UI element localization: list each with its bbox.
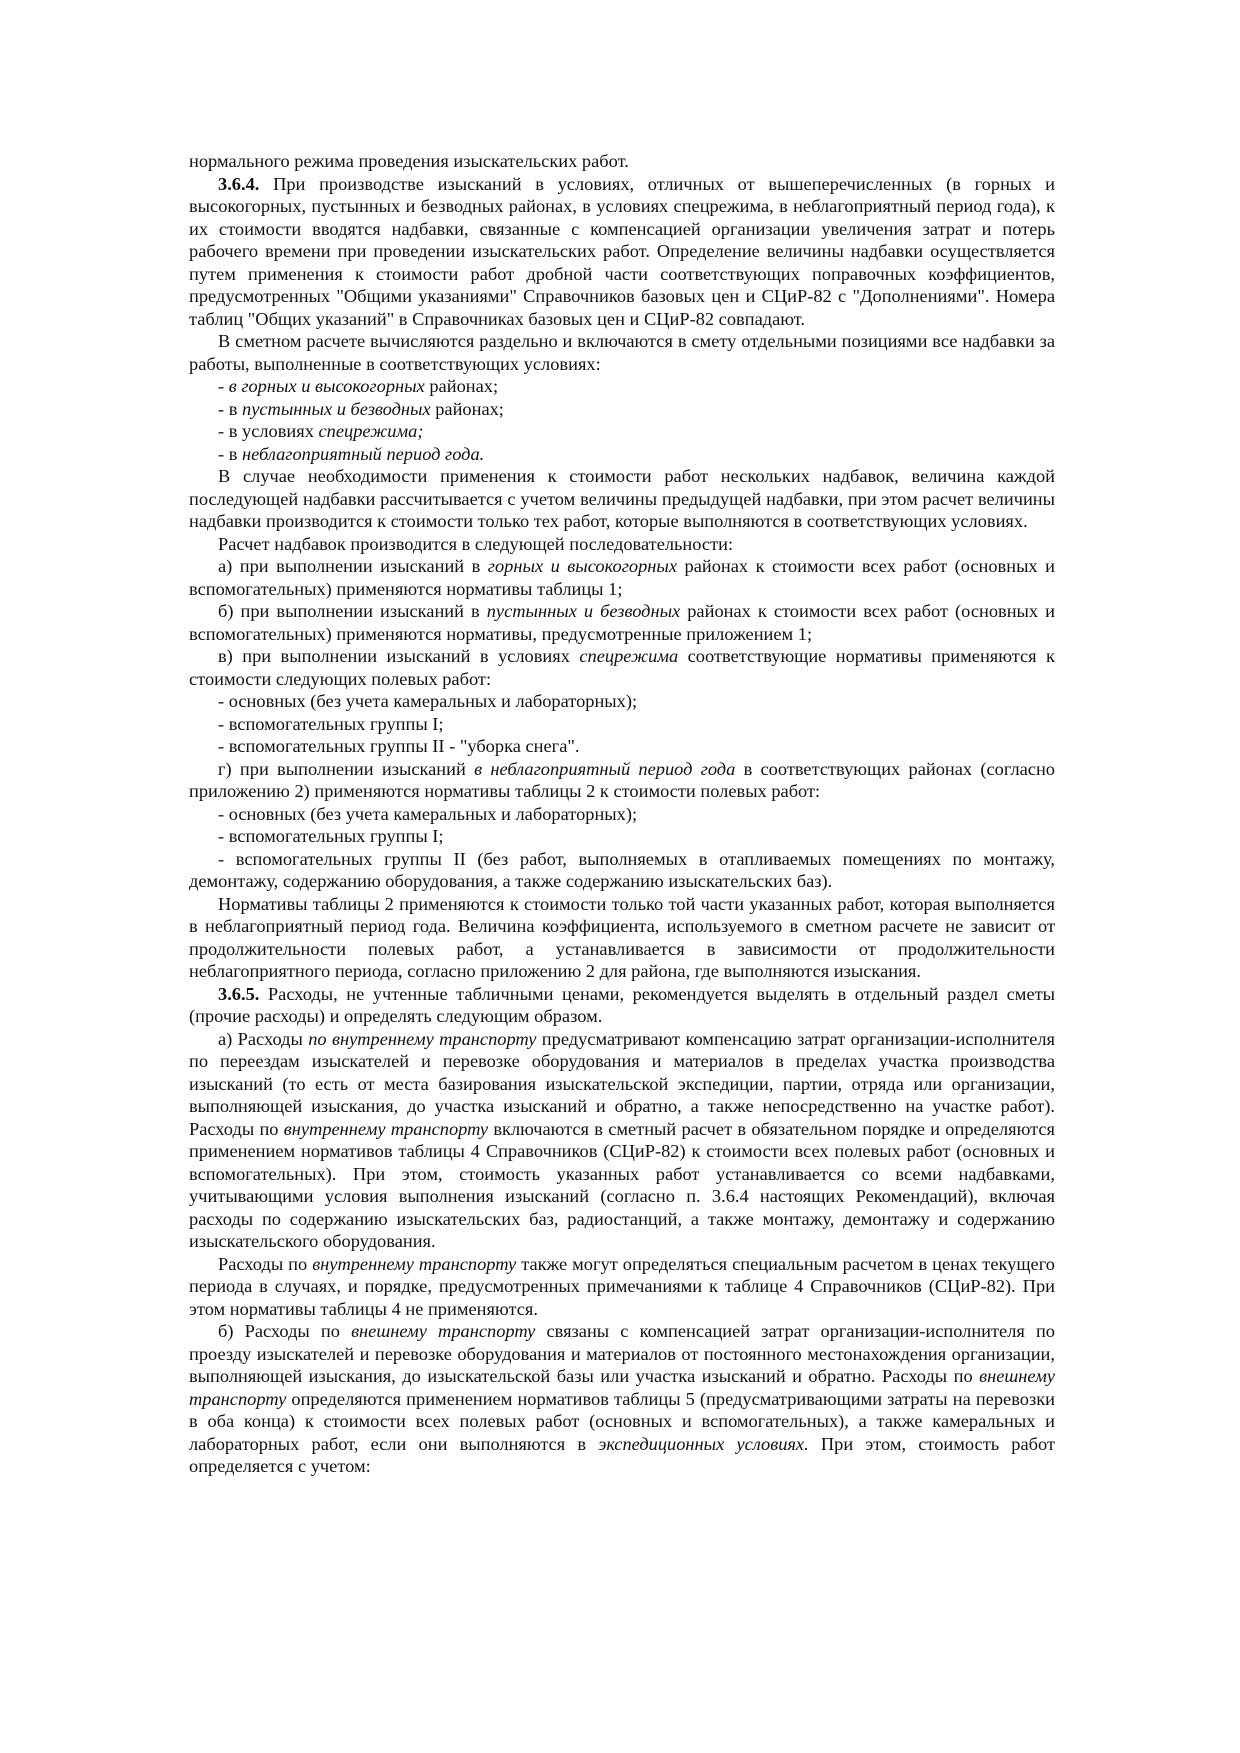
paragraph-p23 [189,1320,1055,1478]
text-run: Нормативы таблицы 2 применяются к стоимости только той части указанных работ, которая выполняется в неблагоприятный период года. Величина коэффициента, используемого в сметном расчете не зависит от продолжительности полевых работ, а устанавливается в зависимости от продолжительности неблагоприятного периода, согласно приложению 2 для района, где выполняются изыскания. [189,893,1055,981]
emphasis-text: спецрежима; [318,421,424,441]
paragraph-p15 [189,758,1055,803]
emphasis-text: внутреннему транспорту [283,1118,489,1139]
text-run: районах к стоимости всех работ (основных и вспомогательных) применяются нормативы таблицы 1; [189,556,1055,599]
text-run: - в [218,443,243,464]
emphasis-text: в горных и высокогорных [228,376,425,396]
text-run: районах к стоимости всех работ (основных и вспомогательных) применяются нормативы, предусмотренные приложением 1; [189,601,1055,644]
emphasis-text: внутреннему транспорту [312,1253,517,1274]
text-run: При производстве изысканий в условиях, отличных от вышеперечисленных (в горных и высокогорных, пустынных и безводных районах, в условиях спецрежима, в неблагоприятный период года), к их стоимости вводятся надбавки, связанные с компенсацией организации увеличения затрат и потерь рабочего времени при проведении изыскательских работ. Определение величины надбавки осуществляется путем применения к стоимости работ дробной части соответствующих поправочных коэффициентов, предусмотренных "Общими указаниями" Справочников базовых цен и СЦиР-82 с "Дополнениями". Номера таблиц "Общих указаний" в Справочниках базовых цен и СЦиР-82 совпадают. [189,173,1055,329]
paragraph-p3 [189,375,1055,398]
text-run: Расходы, не учтенные табличными ценами, рекомендуется выделять в отдельный раздел сметы (прочие расходы) и определять следующим образом. [189,983,1055,1026]
text-run: в соответствующих районах (согласно приложению 2) применяются нормативы таблицы 2 к стоимости полевых работ: [189,758,1055,801]
paragraph-p7 [189,465,1055,533]
emphasis-text: экспедиционных условиях. [598,1433,809,1454]
section-number: 3.6.5. [218,983,260,1004]
text-run: нормального режима проведения изыскательских работ. [189,151,629,171]
emphasis-text: внешнему транспорту [189,1366,1055,1409]
paragraph-p20 [189,983,1055,1028]
text-run: Расходы по [218,1253,313,1274]
paragraph-p12 [189,690,1055,713]
text-run: также могут определяться специальным расчетом в ценах текущего периода в случаях, и порядке, предусмотренных примечаниями к таблице 4 Справочников (СЦиР-82). При этом нормативы таблицы 4 не применяются. [189,1253,1055,1319]
paragraph-p17 [189,825,1055,848]
text-run: в) при выполнении изысканий в условиях [218,646,580,666]
paragraph-p11 [189,645,1055,690]
text-run: - вспомогательных группы II - "уборка снега". [218,736,580,756]
text-run: соответствующие нормативы применяются к стоимости следующих полевых работ: [189,646,1055,689]
text-run: - в [218,398,243,419]
emphasis-text: в неблагоприятный период года [474,758,736,779]
paragraph-p16 [189,803,1055,826]
text-run: предусматривают компенсацию затрат организации-исполнителя по переездам изыскателей и перевозке оборудования и материалов в пределах участка производства изысканий (то есть от места базирования изыскательской экспедиции, партии, отряда или организации, выполняющей изыскания, до участка изысканий и обратно, а также непосредственно на участке работ). Расходы по [189,1028,1055,1139]
paragraph-p21 [189,1028,1055,1253]
paragraph-p22 [189,1253,1055,1321]
paragraph-p19 [189,893,1055,983]
emphasis-text: пустынных и безводных [242,398,431,419]
document-body [189,150,1055,1478]
emphasis-text: внешнему транспорту [351,1321,536,1341]
text-run: включаются в сметный расчет в обязательном порядке и определяются применением нормативов таблицы 4 Справочников (СЦиР-82) к стоимости всех полевых работ (основных и вспомогательных). При этом, стоимость указанных работ устанавливается со всеми надбавками, учитывающими условия выполнения изысканий (согласно п. 3.6.4 настоящих Рекомендаций), включая расходы по содержанию изыскательских баз, радиостанций, а также монтажу, демонтажу и содержанию изыскательского оборудования. [189,1118,1055,1251]
text-run: районах; [424,376,499,396]
text-run: - в условиях [218,421,319,441]
paragraph-p5 [189,420,1055,443]
text-run: б) Расходы по [218,1321,352,1341]
text-run: связаны с компенсацией затрат организации-исполнителя по проезду изыскателей и перевозке оборудования и материалов от постоянного местонахождения организации, выполняющей изыскания, до изыскательской базы или участка изысканий и обратно. Расходы по [189,1321,1056,1386]
paragraph-p8 [189,533,1055,556]
paragraph-p4 [189,398,1055,421]
text-run: - [218,376,229,396]
text-run: - вспомогательных группы I; [218,713,444,734]
emphasis-text: спецрежима [579,646,679,666]
text-run: г) при выполнении изысканий [218,758,475,779]
text-run: В сметном расчете вычисляются раздельно и включаются в смету отдельными позициями все надбавки за работы, выполненные в соответствующих условиях: [189,331,1055,374]
text-run: определяются применением нормативов таблицы 5 (предусматривающими затраты на перевозки в оба конца) к стоимости всех полевых работ (основных и вспомогательных), а также камеральных и лабораторных работ, если они выполняются в [189,1388,1055,1454]
text-run: - основных (без учета камеральных и лабораторных); [218,803,638,824]
paragraph-p13 [189,713,1055,736]
paragraph-p10 [189,600,1055,645]
paragraph-p18 [189,848,1055,893]
text-run: а) Расходы [218,1028,309,1049]
text-run: б) при выполнении изысканий в [218,601,487,621]
text-run: а) при выполнении изысканий в [218,556,488,576]
text-run: При этом, стоимость работ определяется с учетом: [189,1433,1055,1476]
paragraph-p2 [189,330,1055,375]
emphasis-text: неблагоприятный период года. [242,443,485,464]
text-run: Расчет надбавок производится в следующей последовательности: [218,533,734,554]
paragraph-p14 [189,735,1055,758]
text-run: - вспомогательных группы II (без работ, выполняемых в отапливаемых помещениях по монтажу, демонтажу, содержанию оборудования, а также содержанию изыскательских баз). [189,848,1055,891]
emphasis-text: по внутреннему транспорту [308,1028,537,1049]
emphasis-text: пустынных и безводных [486,601,681,621]
paragraph-p0 [189,150,1055,173]
text-run: районах; [430,398,504,419]
section-number: 3.6.4. [218,173,260,194]
paragraph-p6 [189,443,1055,466]
text-run: - основных (без учета камеральных и лабораторных); [218,691,638,711]
paragraph-p9 [189,555,1055,600]
paragraph-p1 [189,173,1055,331]
emphasis-text: горных и высокогорных [487,556,678,576]
text-run: В случае необходимости применения к стоимости работ нескольких надбавок, величина каждой последующей надбавки рассчитывается с учетом величины предыдущей надбавки, при этом расчет величины надбавки производится к стоимости только тех работ, которые выполняются в соответствующих условиях. [189,466,1055,531]
text-run: - вспомогательных группы I; [218,826,444,846]
